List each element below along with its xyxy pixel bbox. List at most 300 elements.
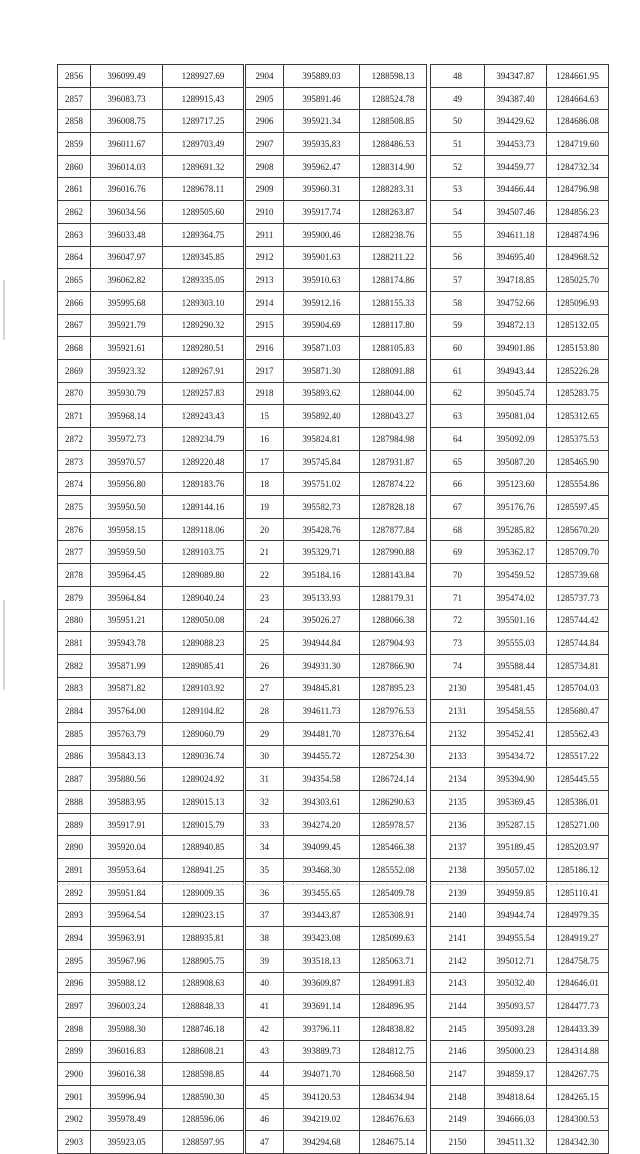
x-coordinate-cell: 394459.77 — [485, 155, 547, 178]
point-number-cell: 2893 — [58, 904, 91, 927]
scan-mark — [3, 600, 5, 690]
x-coordinate-cell: 395880.56 — [91, 768, 163, 791]
point-number-cell: 55 — [431, 223, 485, 246]
table-row — [58, 496, 244, 519]
table-row — [58, 382, 244, 405]
y-coordinate-cell: 1284796.98 — [547, 178, 609, 201]
x-coordinate-cell: 395883.95 — [91, 791, 163, 814]
point-number-cell: 63 — [431, 405, 485, 428]
y-coordinate-cell: 1288211.22 — [360, 246, 427, 269]
y-coordinate-cell: 1285386.01 — [547, 791, 609, 814]
point-number-cell: 2873 — [58, 450, 91, 473]
table-row — [431, 1017, 609, 1040]
y-coordinate-cell: 1284634.94 — [360, 1085, 427, 1108]
y-coordinate-cell: 1286290.63 — [360, 791, 427, 814]
table-row — [58, 632, 244, 655]
y-coordinate-cell: 1288155.33 — [360, 291, 427, 314]
point-number-cell: 2908 — [246, 155, 284, 178]
table-row — [246, 859, 427, 882]
y-coordinate-cell: 1285709.70 — [547, 541, 609, 564]
y-coordinate-cell: 1288596.06 — [163, 1108, 244, 1131]
x-coordinate-cell: 395959.50 — [91, 541, 163, 564]
y-coordinate-cell: 1288590.30 — [163, 1085, 244, 1108]
y-coordinate-cell: 1289220.48 — [163, 450, 244, 473]
y-coordinate-cell: 1288283.31 — [360, 178, 427, 201]
point-number-cell: 16 — [246, 428, 284, 451]
x-coordinate-cell: 396014.03 — [91, 155, 163, 178]
point-number-cell: 48 — [431, 65, 485, 88]
point-number-cell: 2147 — [431, 1063, 485, 1086]
point-number-cell: 2895 — [58, 949, 91, 972]
point-number-cell: 2858 — [58, 110, 91, 133]
y-coordinate-cell: 1284267.75 — [547, 1063, 609, 1086]
x-coordinate-cell: 395958.15 — [91, 518, 163, 541]
y-coordinate-cell: 1287828.18 — [360, 496, 427, 519]
point-number-cell: 44 — [246, 1063, 284, 1086]
point-number-cell: 35 — [246, 859, 284, 882]
x-coordinate-cell: 394453.73 — [485, 133, 547, 156]
y-coordinate-cell: 1285517.22 — [547, 745, 609, 768]
table-row — [431, 677, 609, 700]
point-number-cell: 23 — [246, 586, 284, 609]
point-number-cell: 57 — [431, 269, 485, 292]
point-number-cell: 56 — [431, 246, 485, 269]
table-row — [246, 904, 427, 927]
x-coordinate-cell: 395087.20 — [485, 450, 547, 473]
y-coordinate-cell: 1289023.15 — [163, 904, 244, 927]
x-coordinate-cell: 394944.84 — [284, 632, 360, 655]
table-row — [58, 791, 244, 814]
y-coordinate-cell: 1284896.95 — [360, 995, 427, 1018]
x-coordinate-cell: 396083.73 — [91, 87, 163, 110]
point-number-cell: 2860 — [58, 155, 91, 178]
table-row — [431, 518, 609, 541]
y-coordinate-cell: 1287376.64 — [360, 722, 427, 745]
y-coordinate-cell: 1284919.27 — [547, 927, 609, 950]
table-row — [246, 995, 427, 1018]
table-row — [58, 1085, 244, 1108]
x-coordinate-cell: 396016.76 — [91, 178, 163, 201]
x-coordinate-cell: 395964.45 — [91, 564, 163, 587]
table-row — [431, 450, 609, 473]
y-coordinate-cell: 1285704.03 — [547, 677, 609, 700]
table-row — [246, 1040, 427, 1063]
y-coordinate-cell: 1285096.93 — [547, 291, 609, 314]
y-coordinate-cell: 1289335.05 — [163, 269, 244, 292]
x-coordinate-cell: 395920.04 — [91, 836, 163, 859]
point-number-cell: 31 — [246, 768, 284, 791]
y-coordinate-cell: 1284314.88 — [547, 1040, 609, 1063]
table-row — [58, 473, 244, 496]
y-coordinate-cell: 1284686.08 — [547, 110, 609, 133]
table-row — [58, 745, 244, 768]
table-row — [58, 428, 244, 451]
point-number-cell: 59 — [431, 314, 485, 337]
table-row — [246, 632, 427, 655]
y-coordinate-cell: 1285271.00 — [547, 813, 609, 836]
x-coordinate-cell: 395960.31 — [284, 178, 360, 201]
y-coordinate-cell: 1285099.63 — [360, 927, 427, 950]
table-row — [246, 768, 427, 791]
x-coordinate-cell: 395555.03 — [485, 632, 547, 655]
x-coordinate-cell: 395026.27 — [284, 609, 360, 632]
x-coordinate-cell: 394455.72 — [284, 745, 360, 768]
table-row — [58, 133, 244, 156]
y-coordinate-cell: 1285283.75 — [547, 382, 609, 405]
point-number-cell: 37 — [246, 904, 284, 927]
y-coordinate-cell: 1285025.70 — [547, 269, 609, 292]
x-coordinate-cell: 395943.78 — [91, 632, 163, 655]
y-coordinate-cell: 1287931.87 — [360, 450, 427, 473]
x-coordinate-cell: 395081.04 — [485, 405, 547, 428]
point-number-cell: 47 — [246, 1131, 284, 1154]
y-coordinate-cell: 1284661.95 — [547, 65, 609, 88]
table-row — [431, 133, 609, 156]
y-coordinate-cell: 1289280.51 — [163, 337, 244, 360]
x-coordinate-cell: 395923.32 — [91, 359, 163, 382]
x-coordinate-cell: 395452.41 — [485, 722, 547, 745]
x-coordinate-cell: 395968.14 — [91, 405, 163, 428]
y-coordinate-cell: 1284732.34 — [547, 155, 609, 178]
point-number-cell: 74 — [431, 654, 485, 677]
point-number-cell: 2889 — [58, 813, 91, 836]
point-number-cell: 2877 — [58, 541, 91, 564]
y-coordinate-cell: 1288238.76 — [360, 223, 427, 246]
point-number-cell: 2899 — [58, 1040, 91, 1063]
point-number-cell: 2131 — [431, 700, 485, 723]
point-number-cell: 51 — [431, 133, 485, 156]
y-coordinate-cell: 1288598.13 — [360, 65, 427, 88]
y-coordinate-cell: 1284991.83 — [360, 972, 427, 995]
x-coordinate-cell: 395917.91 — [91, 813, 163, 836]
y-coordinate-cell: 1287990.88 — [360, 541, 427, 564]
coordinate-table-3 — [430, 64, 609, 1154]
x-coordinate-cell: 395285.82 — [485, 518, 547, 541]
table-row — [246, 813, 427, 836]
point-number-cell: 2880 — [58, 609, 91, 632]
table-row — [58, 1108, 244, 1131]
x-coordinate-cell: 395921.34 — [284, 110, 360, 133]
x-coordinate-cell: 396033.48 — [91, 223, 163, 246]
y-coordinate-cell: 1289505.60 — [163, 201, 244, 224]
point-number-cell: 2137 — [431, 836, 485, 859]
y-coordinate-cell: 1285670.20 — [547, 518, 609, 541]
y-coordinate-cell: 1284758.75 — [547, 949, 609, 972]
point-number-cell: 62 — [431, 382, 485, 405]
table-row — [431, 949, 609, 972]
y-coordinate-cell: 1289915.43 — [163, 87, 244, 110]
point-number-cell: 2144 — [431, 995, 485, 1018]
table-row — [246, 110, 427, 133]
y-coordinate-cell: 1288597.95 — [163, 1131, 244, 1154]
y-coordinate-cell: 1288908.63 — [163, 972, 244, 995]
point-number-cell: 2914 — [246, 291, 284, 314]
point-number-cell: 2857 — [58, 87, 91, 110]
point-number-cell: 2915 — [246, 314, 284, 337]
y-coordinate-cell: 1288143.84 — [360, 564, 427, 587]
x-coordinate-cell: 394347.87 — [485, 65, 547, 88]
point-number-cell: 17 — [246, 450, 284, 473]
table-row — [58, 586, 244, 609]
point-number-cell: 34 — [246, 836, 284, 859]
table-row — [58, 201, 244, 224]
x-coordinate-cell: 396016.83 — [91, 1040, 163, 1063]
table-row — [431, 382, 609, 405]
x-coordinate-cell: 395891.46 — [284, 87, 360, 110]
y-coordinate-cell: 1284968.52 — [547, 246, 609, 269]
y-coordinate-cell: 1287874.22 — [360, 473, 427, 496]
x-coordinate-cell: 394944.74 — [485, 904, 547, 927]
y-coordinate-cell: 1288486.53 — [360, 133, 427, 156]
x-coordinate-cell: 395751.02 — [284, 473, 360, 496]
x-coordinate-cell: 396034.56 — [91, 201, 163, 224]
y-coordinate-cell: 1284433.39 — [547, 1017, 609, 1040]
point-number-cell: 2896 — [58, 972, 91, 995]
x-coordinate-cell: 395133.93 — [284, 586, 360, 609]
y-coordinate-cell: 1285734.81 — [547, 654, 609, 677]
x-coordinate-cell: 395988.12 — [91, 972, 163, 995]
coordinate-table-2 — [245, 64, 427, 1154]
y-coordinate-cell: 1288066.38 — [360, 609, 427, 632]
x-coordinate-cell: 395459.52 — [485, 564, 547, 587]
x-coordinate-cell: 395092.09 — [485, 428, 547, 451]
table-row — [431, 722, 609, 745]
x-coordinate-cell: 394611.18 — [485, 223, 547, 246]
table-row — [58, 1131, 244, 1154]
y-coordinate-cell: 1289678.11 — [163, 178, 244, 201]
x-coordinate-cell: 395745.84 — [284, 450, 360, 473]
table-row — [58, 700, 244, 723]
table-row — [58, 223, 244, 246]
table-row — [58, 949, 244, 972]
x-coordinate-cell: 394845.81 — [284, 677, 360, 700]
x-coordinate-cell: 394666.03 — [485, 1108, 547, 1131]
table-row — [58, 405, 244, 428]
x-coordinate-cell: 395871.03 — [284, 337, 360, 360]
x-coordinate-cell: 395978.49 — [91, 1108, 163, 1131]
point-number-cell: 2913 — [246, 269, 284, 292]
x-coordinate-cell: 395474.02 — [485, 586, 547, 609]
x-coordinate-cell: 393468.30 — [284, 859, 360, 882]
x-coordinate-cell: 395962.47 — [284, 155, 360, 178]
y-coordinate-cell: 1284979.35 — [547, 904, 609, 927]
point-number-cell: 66 — [431, 473, 485, 496]
x-coordinate-cell: 395889.03 — [284, 65, 360, 88]
table-row — [431, 269, 609, 292]
x-coordinate-cell: 396011.67 — [91, 133, 163, 156]
x-coordinate-cell: 393889.73 — [284, 1040, 360, 1063]
table-row — [431, 927, 609, 950]
table-row — [58, 541, 244, 564]
y-coordinate-cell: 1288941.25 — [163, 859, 244, 882]
point-number-cell: 2917 — [246, 359, 284, 382]
point-number-cell: 2145 — [431, 1017, 485, 1040]
point-number-cell: 32 — [246, 791, 284, 814]
x-coordinate-cell: 395995.68 — [91, 291, 163, 314]
table-row — [246, 428, 427, 451]
x-coordinate-cell: 395123.60 — [485, 473, 547, 496]
y-coordinate-cell: 1289060.79 — [163, 722, 244, 745]
x-coordinate-cell: 396008.75 — [91, 110, 163, 133]
y-coordinate-cell: 1289104.82 — [163, 700, 244, 723]
x-coordinate-cell: 394481.70 — [284, 722, 360, 745]
x-coordinate-cell: 394466.44 — [485, 178, 547, 201]
x-coordinate-cell: 394859.17 — [485, 1063, 547, 1086]
x-coordinate-cell: 395996.94 — [91, 1085, 163, 1108]
point-number-cell: 2864 — [58, 246, 91, 269]
y-coordinate-cell: 1289085.41 — [163, 654, 244, 677]
table-row — [431, 791, 609, 814]
table-row — [246, 518, 427, 541]
table-row — [246, 201, 427, 224]
table-row — [431, 904, 609, 927]
point-number-cell: 60 — [431, 337, 485, 360]
table-row — [246, 836, 427, 859]
y-coordinate-cell: 1288263.87 — [360, 201, 427, 224]
table-row — [431, 337, 609, 360]
x-coordinate-cell: 395951.84 — [91, 881, 163, 904]
y-coordinate-cell: 1288608.21 — [163, 1040, 244, 1063]
x-coordinate-cell: 395481.45 — [485, 677, 547, 700]
y-coordinate-cell: 1285409.78 — [360, 881, 427, 904]
point-number-cell: 2902 — [58, 1108, 91, 1131]
y-coordinate-cell: 1285562.43 — [547, 722, 609, 745]
table-row — [246, 564, 427, 587]
point-number-cell: 39 — [246, 949, 284, 972]
x-coordinate-cell: 395184.16 — [284, 564, 360, 587]
point-number-cell: 2868 — [58, 337, 91, 360]
y-coordinate-cell: 1285744.84 — [547, 632, 609, 655]
y-coordinate-cell: 1289257.83 — [163, 382, 244, 405]
x-coordinate-cell: 394387.40 — [485, 87, 547, 110]
y-coordinate-cell: 1288524.78 — [360, 87, 427, 110]
page-footer-line — [57, 884, 608, 885]
table-row — [246, 473, 427, 496]
point-number-cell: 2133 — [431, 745, 485, 768]
table-row — [58, 768, 244, 791]
x-coordinate-cell: 395093.57 — [485, 995, 547, 1018]
y-coordinate-cell: 1285312.65 — [547, 405, 609, 428]
x-coordinate-cell: 395972.73 — [91, 428, 163, 451]
point-number-cell: 2885 — [58, 722, 91, 745]
x-coordinate-cell: 395956.80 — [91, 473, 163, 496]
table-row — [246, 382, 427, 405]
x-coordinate-cell: 395921.61 — [91, 337, 163, 360]
point-number-cell: 2898 — [58, 1017, 91, 1040]
table-row — [246, 1131, 427, 1154]
point-number-cell: 2869 — [58, 359, 91, 382]
x-coordinate-cell: 393796.11 — [284, 1017, 360, 1040]
point-number-cell: 2859 — [58, 133, 91, 156]
point-number-cell: 41 — [246, 995, 284, 1018]
x-coordinate-cell: 395871.82 — [91, 677, 163, 700]
table-row — [58, 927, 244, 950]
table-row — [431, 155, 609, 178]
table-row — [58, 359, 244, 382]
table-row — [58, 904, 244, 927]
table-row — [431, 496, 609, 519]
y-coordinate-cell: 1289267.91 — [163, 359, 244, 382]
x-coordinate-cell: 395900.46 — [284, 223, 360, 246]
table-row — [58, 246, 244, 269]
table-row — [431, 314, 609, 337]
point-number-cell: 49 — [431, 87, 485, 110]
table-row — [431, 564, 609, 587]
y-coordinate-cell: 1289345.85 — [163, 246, 244, 269]
x-coordinate-cell: 395369.45 — [485, 791, 547, 814]
point-number-cell: 22 — [246, 564, 284, 587]
table-row — [431, 1040, 609, 1063]
table-row — [58, 337, 244, 360]
x-coordinate-cell: 395930.79 — [91, 382, 163, 405]
x-coordinate-cell: 395904.69 — [284, 314, 360, 337]
table-row — [431, 995, 609, 1018]
table-row — [431, 836, 609, 859]
table-row — [58, 1040, 244, 1063]
point-number-cell: 42 — [246, 1017, 284, 1040]
x-coordinate-cell: 395362.17 — [485, 541, 547, 564]
point-number-cell: 2888 — [58, 791, 91, 814]
y-coordinate-cell: 1288508.85 — [360, 110, 427, 133]
point-number-cell: 2865 — [58, 269, 91, 292]
x-coordinate-cell: 394120.53 — [284, 1085, 360, 1108]
table-row — [58, 87, 244, 110]
x-coordinate-cell: 395901.63 — [284, 246, 360, 269]
table-row — [431, 291, 609, 314]
x-coordinate-cell: 394752.66 — [485, 291, 547, 314]
point-number-cell: 2134 — [431, 768, 485, 791]
point-number-cell: 2901 — [58, 1085, 91, 1108]
y-coordinate-cell: 1288044.00 — [360, 382, 427, 405]
point-number-cell: 36 — [246, 881, 284, 904]
y-coordinate-cell: 1289703.49 — [163, 133, 244, 156]
x-coordinate-cell: 396003.24 — [91, 995, 163, 1018]
point-number-cell: 71 — [431, 586, 485, 609]
point-number-cell: 2861 — [58, 178, 91, 201]
point-number-cell: 2136 — [431, 813, 485, 836]
table-row — [246, 246, 427, 269]
point-number-cell: 2911 — [246, 223, 284, 246]
x-coordinate-cell: 394071.70 — [284, 1063, 360, 1086]
coordinate-table-1 — [57, 64, 244, 1154]
x-coordinate-cell: 394959.85 — [485, 881, 547, 904]
point-number-cell: 2903 — [58, 1131, 91, 1154]
x-coordinate-cell: 395501.16 — [485, 609, 547, 632]
x-coordinate-cell: 394274.20 — [284, 813, 360, 836]
x-coordinate-cell: 394429.62 — [485, 110, 547, 133]
point-number-cell: 45 — [246, 1085, 284, 1108]
table-row — [431, 178, 609, 201]
y-coordinate-cell: 1285308.91 — [360, 904, 427, 927]
point-number-cell: 2894 — [58, 927, 91, 950]
point-number-cell: 2876 — [58, 518, 91, 541]
table-row — [431, 972, 609, 995]
y-coordinate-cell: 1285466.38 — [360, 836, 427, 859]
x-coordinate-cell: 395012.71 — [485, 949, 547, 972]
point-number-cell: 21 — [246, 541, 284, 564]
x-coordinate-cell: 393691.14 — [284, 995, 360, 1018]
y-coordinate-cell: 1287984.98 — [360, 428, 427, 451]
y-coordinate-cell: 1284838.82 — [360, 1017, 427, 1040]
point-number-cell: 24 — [246, 609, 284, 632]
table-row — [431, 1108, 609, 1131]
x-coordinate-cell: 394818.64 — [485, 1085, 547, 1108]
y-coordinate-cell: 1289691.32 — [163, 155, 244, 178]
y-coordinate-cell: 1284646.01 — [547, 972, 609, 995]
y-coordinate-cell: 1285552.08 — [360, 859, 427, 882]
x-coordinate-cell: 393518.13 — [284, 949, 360, 972]
point-number-cell: 2867 — [58, 314, 91, 337]
